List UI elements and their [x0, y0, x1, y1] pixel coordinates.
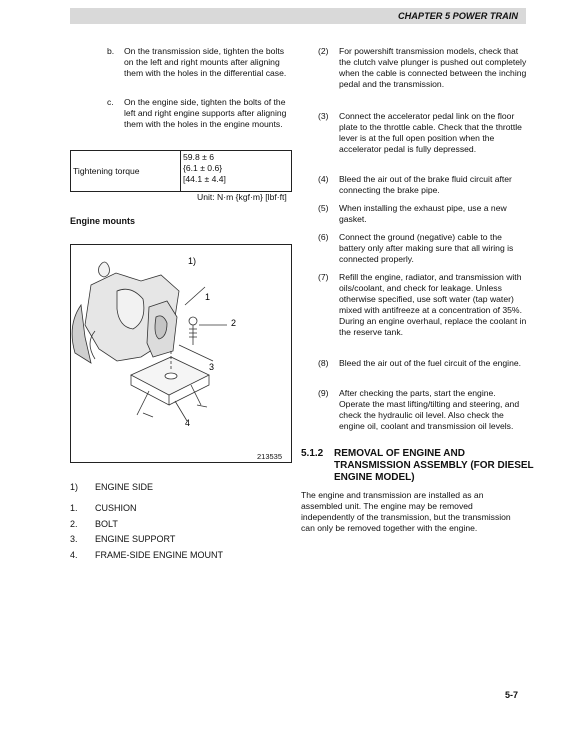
step-b-label: b.: [107, 46, 115, 56]
engine-mount-figure: [70, 244, 292, 463]
callout-3: 3: [209, 362, 215, 372]
section-number: 5.1.2: [301, 448, 324, 459]
engine-mounts-heading: Engine mounts: [70, 216, 135, 226]
step-2-text: For powershift transmission models, check that the clutch valve plunger is pushed out completely when the cable is connected between the inching pedal and the transmission.: [339, 46, 527, 89]
step-c-label: c.: [107, 97, 114, 107]
step-4-num: (4): [318, 174, 329, 184]
step-3-num: (3): [318, 111, 329, 121]
step-c-text: On the engine side, tighten the bolts of the left and right engine supports after aligning them with the holes in the engine mounts.: [124, 97, 287, 129]
step-7-num: (7): [318, 272, 329, 282]
callout-2: 2: [231, 318, 237, 328]
section-title: REMOVAL OF ENGINE AND TRANSMISSION ASSEMBLY (FOR DIESEL ENGINE MODEL): [334, 448, 534, 483]
chapter-title: CHAPTER 5 POWER TRAIN: [398, 11, 518, 21]
torque-unit: Unit: N·m {kgf·m} [lbf·ft]: [197, 192, 287, 202]
step-8-num: (8): [318, 358, 329, 368]
torque-values: [183, 152, 226, 184]
callout-1: 1: [205, 292, 211, 302]
step-9-num: (9): [318, 388, 329, 398]
torque-table: [70, 150, 292, 192]
callout-1-paren: 1): [188, 256, 197, 266]
torque-kgfm: {6.1 ± 0.6}: [183, 162, 223, 173]
step-7-text: Refill the engine, radiator, and transmission with oils/coolant, and check for leakage. Unless otherwise specified, use soft water (tap water) mixed with antifreeze at a concentration of 35%. During an engine overhaul, replace the coolant in the reserve tank.: [339, 272, 527, 337]
step-6-text: Connect the ground (negative) cable to the battery only after making sure that all wiring is connected properly.: [339, 232, 514, 264]
step-6-num: (6): [318, 232, 329, 242]
step-5-text: When installing the exhaust pipe, use a new gasket.: [339, 203, 507, 224]
step-9-text: After checking the parts, start the engine. Operate the mast lifting/tilting and steering, and check the hydraulic oil level. Also check the engine oil, coolant and transmission oil levels.: [339, 388, 520, 431]
torque-label: Tightening torque: [71, 151, 181, 191]
torque-nm: 59.8 ± 6: [183, 152, 214, 162]
engine-mount-illustration: [71, 245, 291, 462]
step-b-text: On the transmission side, tighten the bolts on the left and right mounts after aligning them with the holes in the differential case.: [124, 46, 287, 78]
callout-4: 4: [185, 418, 191, 428]
step-2-num: (2): [318, 46, 329, 56]
torque-lbfft: [44.1 ± 4.4]: [183, 173, 226, 184]
header-bar: [70, 8, 526, 24]
step-8-text: Bleed the air out of the fuel circuit of the engine.: [339, 358, 522, 368]
page-number: 5-7: [505, 690, 519, 700]
step-3-text: Connect the accelerator pedal link on the floor plate to the throttle cable. Check that the throttle lever is at the full open position when the accelerator pedal is fully depressed.: [339, 111, 522, 154]
section-body: The engine and transmission are installed as an assembled unit. The engine may be removed independently of the transmission, but the transmission can only be removed together with the engine.: [301, 490, 511, 533]
step-4-text: Bleed the air out of the brake fluid circuit after connecting the brake pipe.: [339, 174, 512, 195]
step-5-num: (5): [318, 203, 329, 213]
figure-id: 213535: [257, 452, 283, 461]
